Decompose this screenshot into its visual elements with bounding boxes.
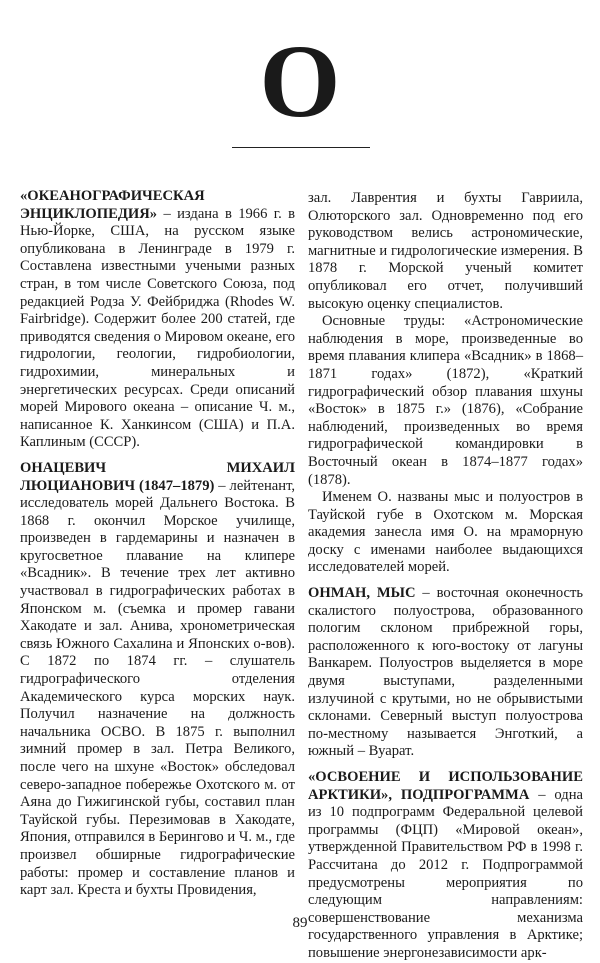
page-number: 89 — [292, 915, 308, 931]
title-divider — [232, 147, 370, 148]
entry-onman-cape — [308, 585, 583, 761]
entry-headword: «ОКЕАНОГРАФИЧЕСКАЯ ЭНЦИКЛОПЕДИЯ» — [20, 188, 205, 222]
entry-continuation: зал. Лаврентия и бухты Гавриила, Олюторского зал. Одновременно под его руководством велись астрономические, магнитные и гидрологические измерения. В 1878 г. Морской ученый комитет опубликовал его отчет, получивший высокую оценку специалистов. — [308, 190, 583, 312]
main-works-paragraph: Основные труды: «Астрономические наблюдения в море, произведенные во время плавания клипера «Всадник» в 1868–1871 годах» (1872), «Краткий гидрографический обзор плавания шхуны «Восток» в 1875 г.» (1876), «Собрание наблюдений, произведенных во время гидрографической командировки в Восточный океан в 1874–1877 годах» (1878). — [308, 313, 583, 488]
entry-onatsevich — [20, 460, 295, 900]
entry-body: – восточная оконечность скалистого полуострова, образованного пологим склоном прибрежной горы, расположенного к юго-востоку от лагуны Ванкарем. Полуостров выделяется в море двумя выступами, разделенными излучиной с крутыми, но не обрывистыми склонами. Северный выступ полуострова по-местному называется Энготкий, а южный – Вуарат. — [308, 585, 583, 760]
entry-body: – издана в 1966 г. в Нью-Йорке, США, на русском языке опубликована в Ленинграде в 1979 г. Составлена известными учеными разных стран, в том числе Советского Союза, под редакцией Родза У. Фейбриджа (Rhodes W. Fairbridge). Содержит более 200 статей, где приводятся сведения о Мировом океане, его гидрологии, геологии, гидробиологии, гидрохимии, минеральных и энергетических ресурсах. Среди описаний морей Мирового океана – описание Ч. м., написанное К. Ханкинсом (США) и П.А. Каплиным (СССР). — [20, 205, 295, 451]
entry-oceanographic-encyclopedia — [20, 188, 295, 452]
entry-arctic-subprogram — [308, 769, 583, 963]
memory-paragraph: Именем О. названы мыс и полуостров в Тауйской губе в Охотском м. Морская академия занесла имя О. на мраморную доску с именами наиболее выдающихся исследователей морей. — [308, 489, 583, 576]
entry-body: – лейтенант, исследователь морей Дальнего Востока. В 1868 г. окончил Морское училище, произведен в гардемарины и назначен в кругосветное плавание на клипере «Всадник». В течение трех лет активно участвовал в гидрографических работах в Японском м. (съемка и промер гавани Хакодате и зал. Анива, хронометрическая связь Южного Сахалина и Японских о-вов). С 1872 по 1874 гг. – слушатель гидрографического отделения Академического курса морских наук. Получил назначение на должность начальника ОСВО. В 1875 г. выполнил зимний промер в зал. Петра Великого, после чего на шхуне «Восток» обследовал северо-западное побережье Охотского м. от Аяна до Гижигинской губы, составил план Тауйской губы. Перезимовав в Хакодате, Япония, отправился в Берингово и Ч. м., где произвел обширные гидрографические работы: промер и составление планов и карт зал. Креста и бухты Провидения, — [20, 477, 295, 899]
entry-headword: «ОСВОЕНИЕ И ИСПОЛЬЗОВАНИЕ АРКТИКИ», ПОДПРОГРАММА — [308, 769, 583, 803]
section-letter: О — [259, 24, 341, 139]
left-column — [20, 188, 295, 900]
right-column — [308, 190, 583, 963]
entry-headword: ОНМАН, МЫС — [308, 585, 416, 602]
entry-body: – одна из 10 подпрограмм Федеральной целевой программы (ФЦП) «Мировой океан», утвержденной Правительством РФ в 1998 г. Рассчитана до 2012 г. Подпрограммой предусмотрены мероприятия по следующим направлениям: совершенствование механизма государственного управления в Арктике; повышение энергонезависимости арк- — [308, 786, 583, 961]
entry-headword: ОНАЦЕВИЧ МИХАИЛ ЛЮЦИАНОВИЧ (1847–1879) — [20, 459, 295, 494]
